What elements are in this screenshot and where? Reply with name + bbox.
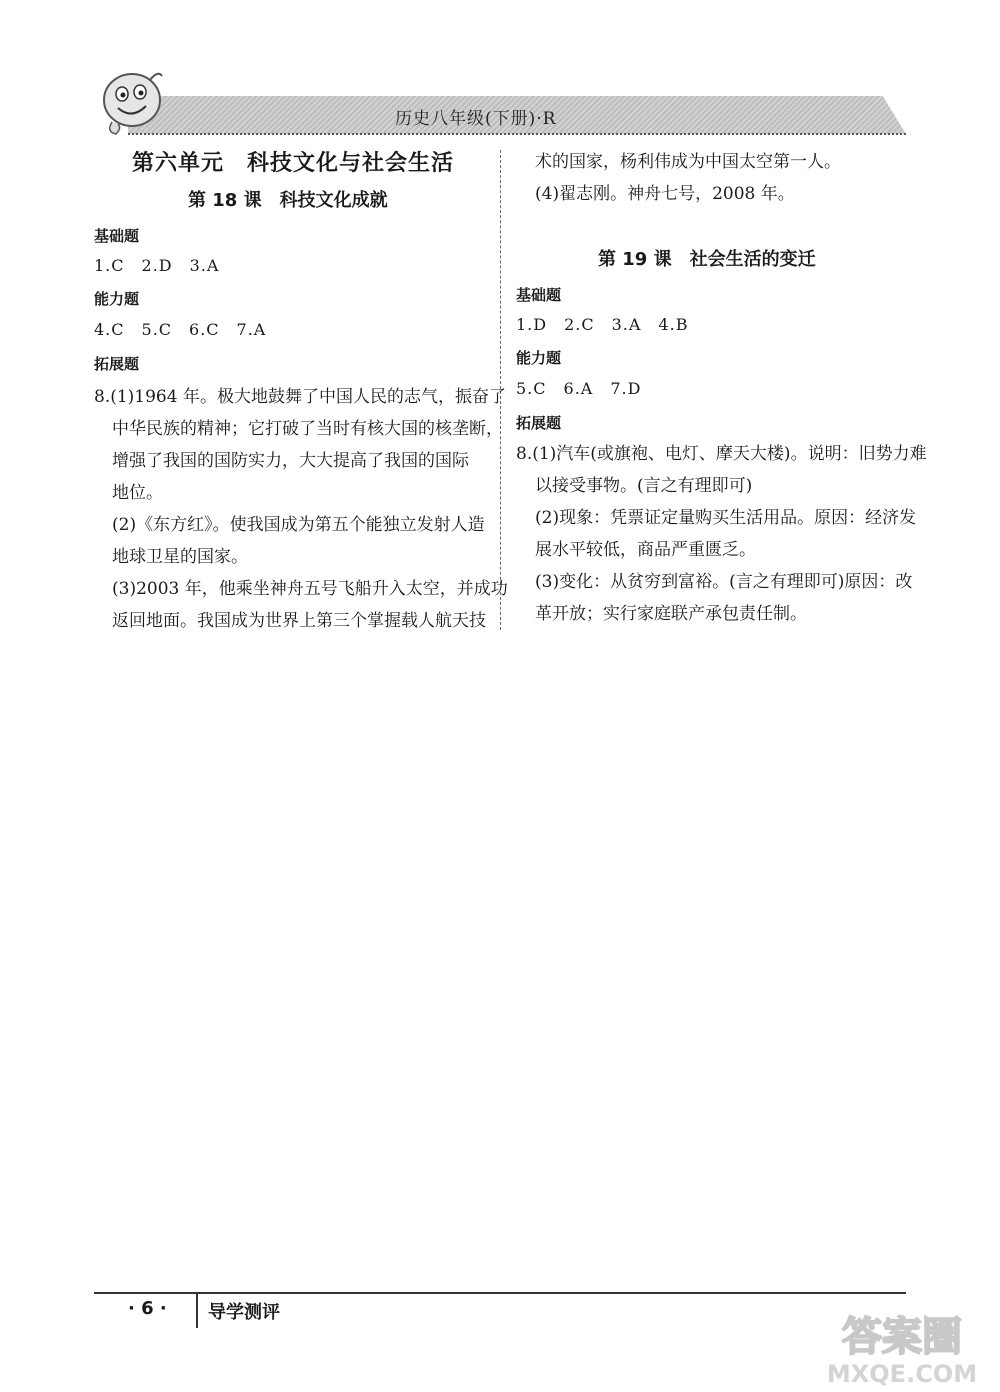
header-dotted-rule (128, 133, 906, 135)
answer-line: 8.(1)1964 年。极大地鼓舞了中国人民的志气，振奋了 (94, 387, 506, 407)
book-title: 历史八年级(下册)·R (395, 109, 557, 129)
footer-rule (94, 1292, 906, 1294)
answer-line: (4)翟志刚。神舟七号，2008 年。 (535, 184, 795, 204)
answer-line: 中华民族的精神；它打破了当时有核大国的核垄断， (112, 419, 503, 439)
section-ability-title: 能力题 (516, 349, 562, 367)
page-number: · 6 · (128, 1298, 167, 1319)
answer-line: 以接受事物。(言之有理即可) (535, 476, 753, 496)
basic-answers: 1.D 2.C 3.A 4.B (516, 315, 689, 334)
answer-line: (3)变化：从贫穷到富裕。(言之有理即可)原因：改 (535, 572, 913, 592)
watermark-logo-icon (820, 1300, 985, 1390)
answer-line: (2)《东方红》。使我国成为第五个能独立发射人造 (112, 515, 485, 535)
svg-text:MXQE.COM: MXQE.COM (826, 1360, 978, 1388)
section-extension-title: 拓展题 (94, 355, 140, 373)
lesson-19-title: 第 19 课 社会生活的变迁 (598, 249, 816, 270)
answer-line: 地球卫星的国家。 (112, 547, 248, 567)
ability-answers: 5.C 6.A 7.D (516, 379, 642, 398)
answer-line: 8.(1)汽车(或旗袍、电灯、摩天大楼)。说明：旧势力难 (516, 444, 927, 464)
answer-line: 返回地面。我国成为世界上第三个掌握载人航天技 (112, 611, 486, 631)
footer-separator (196, 1294, 198, 1328)
answer-line: (2)现象：凭票证定量购买生活用品。原因：经济发 (535, 508, 917, 528)
answer-line: 革开放；实行家庭联产承包责任制。 (535, 604, 807, 624)
footer-book-name: 导学测评 (208, 1302, 280, 1323)
lesson-18-title: 第 18 课 科技文化成就 (188, 190, 388, 211)
unit-title: 第六单元 科技文化与社会生活 (132, 151, 455, 176)
section-ability-title: 能力题 (94, 290, 140, 308)
basic-answers: 1.C 2.D 3.A (94, 256, 220, 275)
answer-line: 增强了我国的国防实力，大大提高了我国的国际 (112, 451, 469, 471)
section-basic-title: 基础题 (516, 286, 562, 304)
ability-answers: 4.C 5.C 6.C 7.A (94, 320, 267, 339)
mascot-logo-icon (92, 66, 172, 138)
answer-line: 展水平较低，商品严重匮乏。 (535, 540, 756, 560)
svg-text:答案圈: 答案圈 (842, 1314, 962, 1360)
answer-line: (3)2003 年，他乘坐神舟五号飞船升入太空，并成功 (112, 579, 508, 599)
section-extension-title: 拓展题 (516, 414, 562, 432)
answer-line: 术的国家，杨利伟成为中国太空第一人。 (535, 152, 841, 172)
section-basic-title: 基础题 (94, 227, 140, 245)
answer-line: 地位。 (112, 483, 163, 503)
